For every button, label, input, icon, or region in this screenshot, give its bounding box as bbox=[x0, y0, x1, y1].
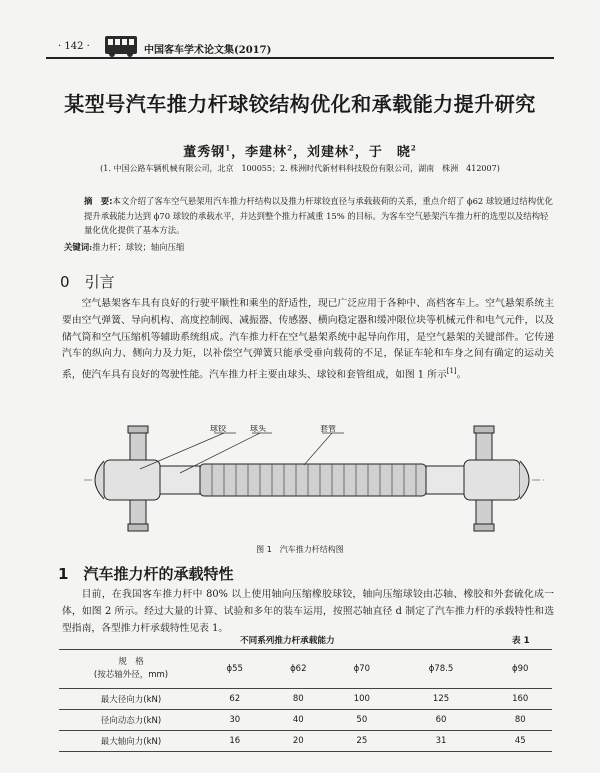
figure-caption: 图 1 汽车推力杆结构图 bbox=[256, 545, 344, 554]
section-heading bbox=[60, 271, 115, 292]
section-number: 1 bbox=[58, 565, 69, 583]
keywords-label: 关键词: bbox=[64, 242, 93, 252]
table-header-cell: ϕ70 bbox=[330, 650, 394, 689]
table-caption: 不同系列推力杆承载能力 bbox=[240, 636, 335, 646]
table-header-cell: ϕ78.5 bbox=[394, 650, 489, 689]
spec-table bbox=[59, 649, 552, 752]
author-name: 李建林 bbox=[245, 145, 288, 160]
affiliation: (1. 中国公路车辆机械有限公司，北京 100055；2. 株洲时代新材料科技股份有限公司，湖南 株洲 412007) bbox=[100, 164, 500, 173]
author-name: 刘建林 bbox=[307, 145, 350, 160]
row-label: 最大径向力(kN) bbox=[59, 689, 203, 710]
section-title: 汽车推力杆的承载特性 bbox=[83, 565, 234, 583]
figure-label-sleeve: 套管 bbox=[320, 425, 336, 433]
header-label-line: 规 格 bbox=[118, 657, 144, 667]
table-header-cell: ϕ90 bbox=[488, 650, 552, 689]
abstract-label: 摘 要: bbox=[84, 196, 113, 206]
paper-title: 某型号汽车推力杆球铰结构优化和承载能力提升研究 bbox=[64, 92, 536, 116]
section-heading bbox=[58, 563, 233, 584]
table-cell: 16 bbox=[203, 731, 267, 752]
header-rule bbox=[46, 57, 554, 59]
table-header-label bbox=[59, 650, 203, 689]
citation: [1] bbox=[446, 367, 457, 376]
table-cell: 45 bbox=[488, 731, 552, 752]
author-affiliation-mark: 2 bbox=[287, 143, 293, 153]
figure-thrust-rod-diagram bbox=[74, 425, 552, 532]
figure-label-ball-head: 球头 bbox=[250, 425, 266, 433]
table-cell: 30 bbox=[203, 710, 267, 731]
author-affiliation-mark: 1 bbox=[225, 143, 232, 153]
table-header-row bbox=[59, 650, 552, 689]
author-separator: ， bbox=[354, 145, 369, 160]
table-header-cell: ϕ62 bbox=[267, 650, 331, 689]
table-cell: 20 bbox=[267, 731, 331, 752]
keywords bbox=[64, 241, 184, 253]
table-cell: 100 bbox=[330, 689, 394, 710]
table-cell: 40 bbox=[267, 710, 331, 731]
row-label: 径向动态力(kN) bbox=[59, 710, 203, 731]
table-cell: 31 bbox=[394, 731, 489, 752]
table-cell: 62 bbox=[203, 689, 267, 710]
abstract-text: 本文介绍了客车空气悬架用汽车推力杆结构以及推力杆球铰直径与承载载荷的关系，重点介绍了 ϕ62 球铰通过结构优化提升承载能力达到 ϕ70 球铰的承载水平，并达到整个推力杆减重 15% 的目标。为客车空气悬架汽车推力杆的选型以及结构轻量化优化提供了基本方法。 bbox=[84, 196, 553, 235]
body-paragraph bbox=[62, 296, 554, 384]
author-name: 董秀钢 bbox=[183, 145, 226, 160]
body-paragraph: 目前，在我国客车推力杆中 80% 以上使用轴向压缩橡胶球铰，轴向压缩球铰由芯轴、橡胶和外套硫化成一体，如图 2 所示。经过大量的计算、试验和多年的装车运用，按照芯轴直径 d 制定了汽车推力杆的承载特性和选型指南，各型推力杆承载特性见表 1。 bbox=[62, 589, 554, 634]
table-header-cell: ϕ55 bbox=[203, 650, 267, 689]
author-affiliation-mark: 2 bbox=[349, 143, 355, 153]
table-cell: 25 bbox=[330, 731, 394, 752]
author-affiliation-mark: 2 bbox=[410, 143, 417, 153]
header-label-line: (按芯轴外径，mm) bbox=[93, 670, 169, 680]
abstract bbox=[84, 194, 554, 238]
figure-label-ball-joint: 球铰 bbox=[210, 425, 226, 433]
table-cell: 50 bbox=[330, 710, 394, 731]
table-cell: 160 bbox=[488, 689, 552, 710]
paragraph-end: 。 bbox=[456, 369, 467, 381]
row-label: 最大轴向力(kN) bbox=[59, 731, 203, 752]
table-cell: 80 bbox=[488, 710, 552, 731]
page-number: · 142 · bbox=[58, 41, 90, 52]
table-cell: 60 bbox=[394, 710, 489, 731]
author-name: 于 晓 bbox=[368, 145, 411, 160]
author-list bbox=[0, 141, 600, 160]
table-row bbox=[59, 710, 552, 731]
section-title: 引言 bbox=[84, 273, 115, 291]
author-separator: ， bbox=[292, 145, 307, 160]
table-number: 表 1 bbox=[512, 636, 530, 646]
section-number: 0 bbox=[60, 273, 70, 291]
table-row bbox=[59, 689, 552, 710]
journal-title: 中国客车学术论文集(2017) bbox=[144, 45, 272, 56]
table-row bbox=[59, 731, 552, 752]
table-cell: 125 bbox=[394, 689, 489, 710]
table-cell: 80 bbox=[267, 689, 331, 710]
journal-logo-icon bbox=[104, 32, 138, 58]
paragraph-text: 空气悬架客车具有良好的行驶平顺性和乘坐的舒适性，现已广泛应用于各种中、高档客车上。空气悬架系统主要由空气弹簧、导向机构、高度控制阀、减振器、传感器、横向稳定器和缓冲限位块等机械元件和电气元件，以及储气筒和空气压缩机等辅助系统组成。汽车推力杆在空气悬架系统中起导向作用，是空气悬架的关键部件。它传递汽车的纵向力、侧向力及力矩，以补偿空气弹簧只能承受垂向载荷的不足，保证车轮和车身之间有确定的运动关系，使汽车具有良好的驾驶性能。汽车推力杆主要由球头、球铰和套管组成，如图 1 所示 bbox=[62, 298, 554, 381]
author-separator: ， bbox=[231, 145, 246, 160]
keywords-text: 推力杆；球铰；轴向压缩 bbox=[92, 242, 185, 252]
